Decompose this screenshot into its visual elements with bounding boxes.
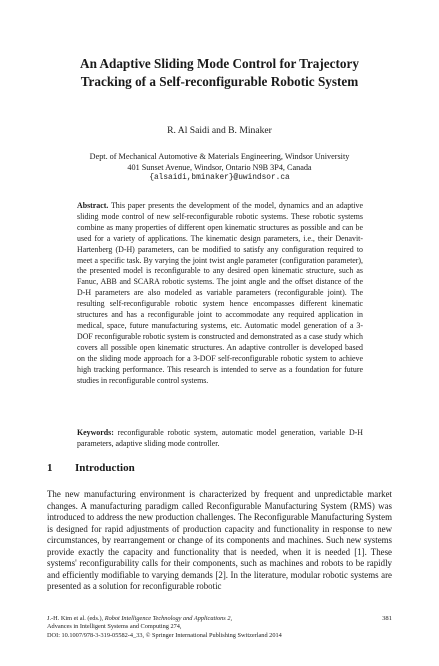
paper-title (40, 55, 399, 91)
affiliation (50, 151, 389, 184)
author-emails: {alsaidi,bminaker}@uwindsor.ca (149, 174, 290, 182)
abstract-text: This paper presents the development of the model, dynamics and an adaptive sliding mode control of new self-reconfigurable robotic systems. These robotic systems combine as many properties of different open kinematic structures as possible and can be used for a variety of applications. The kinematic design parameters, i.e., their Denavit-Hartenberg (D-H) parameters, can be modified to satisfy any configuration required to meet a specific task. By varying the joint twist angle parameter (configuration parameter), the presented model is reconfigurable to any desired open kinematic structure, such as Fanuc, ABB and SCARA robotic systems. The joint angle and the offset distance of the D-H parameters are also modeled as variable parameters (reconfigurable joint). The resulting self-reconfigurable robotic system hence encompasses different kinematic structures and has a reconfigurable joint to accommodate any required application in medical, space, future manufacturing systems, etc. Automatic model generation of a 3-DOF reconfigurable robotic system is constructed and demonstrated as a case study which covers all possible open kinematic structures. An adaptive controller is developed based on the sliding mode approach for a 3-DOF self-reconfigurable robotic system to achieve high tracking performance. This research is intended to serve as a foundation for future studies in reconfigurable control systems. (77, 201, 363, 385)
citation-footer (47, 615, 357, 640)
footer-editors: J.-H. Kim et al. (eds.), (47, 615, 105, 622)
footer-line-1 (47, 615, 357, 623)
section-heading (47, 461, 135, 475)
footer-line-3: DOI: 10.1007/978-3-319-05582-4_33, © Springer International Publishing Switzerland 2014 (47, 631, 282, 639)
footer-line-2: Advances in Intelligent Systems and Computing 274, (47, 623, 182, 631)
section-title: Introduction (75, 462, 135, 474)
footer-line-1-suffix: , (230, 615, 233, 622)
page-number: 381 (382, 615, 392, 622)
abstract-label: Abstract. (77, 201, 109, 210)
affiliation-line-1: Dept. of Mechanical Automotive & Materials Engineering, Windsor University (89, 152, 350, 161)
keywords-text: reconfigurable robotic system, automatic model generation, variable D-H parameters, adaptive sliding mode controller. (77, 428, 363, 448)
keywords (77, 428, 363, 450)
abstract (77, 201, 363, 386)
body-paragraph: The new manufacturing environment is characterized by frequent and unpredictable market changes. A manufacturing paradigm called Reconfigurable Manufacturing System (RMS) was introduced to address the new production challenges. The Reconfigurable Manufacturing System is designed for rapid adjustments of production capacity and functionality in response to new circumstances, by rearrangement or change of its components and machines. Such new systems provide exactly the capacity and functionality that is needed, when it is needed [1]. These systems' reconfigurability calls for their components, such as machines and robots to be rapidly and efficiently modifiable to varying demands [2]. In the literature, modular robotic systems are presented as a solution for reconfigurable robotic (47, 489, 392, 592)
title-line-2: Tracking of a Self-reconfigurable Robotic System (80, 74, 359, 89)
section-number: 1 (47, 462, 53, 474)
footer-book-title: Robot Intelligence Technology and Applications 2 (104, 615, 231, 622)
keywords-label: Keywords: (77, 428, 114, 437)
affiliation-line-2: 401 Sunset Avenue, Windsor, Ontario N9B 3P4, Canada (127, 163, 312, 172)
title-line-1: An Adaptive Sliding Mode Control for Trajectory (80, 56, 359, 71)
authors: R. Al Saidi and B. Minaker (167, 125, 272, 136)
